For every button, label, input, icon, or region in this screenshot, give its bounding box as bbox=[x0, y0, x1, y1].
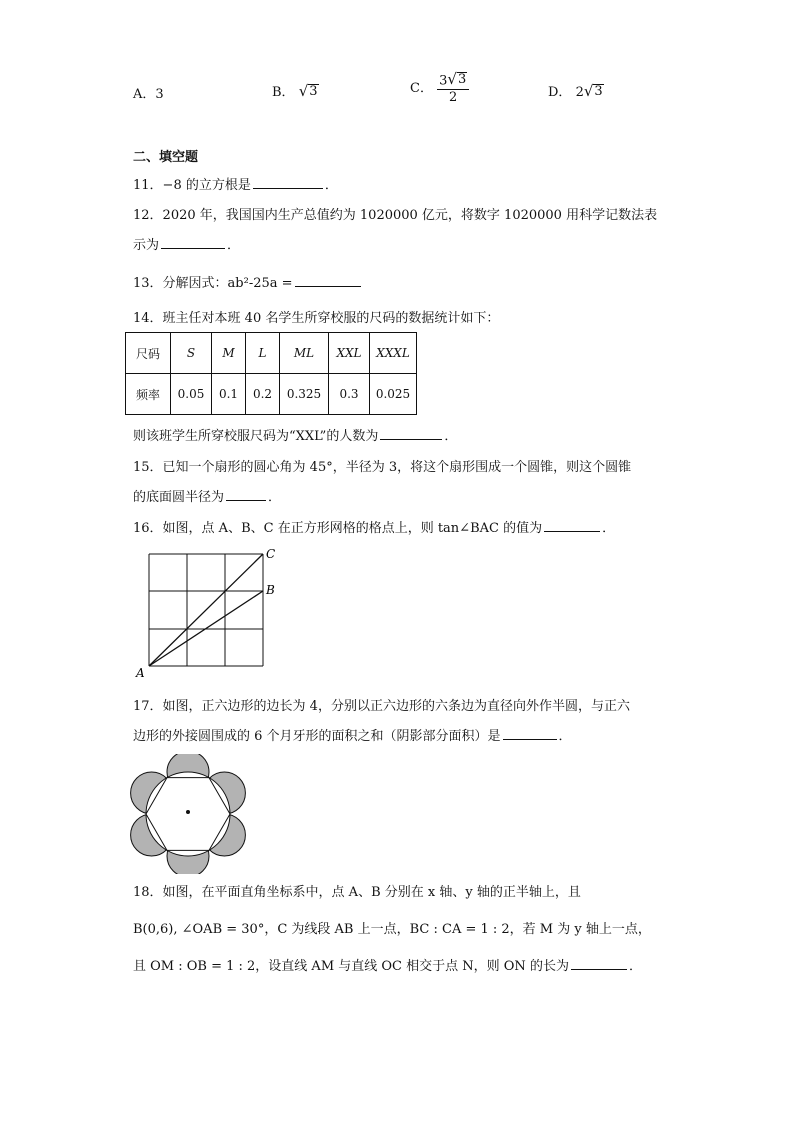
q18-number: 18． bbox=[133, 885, 163, 900]
question-17-cont bbox=[133, 725, 572, 744]
frequency-cell: 0.1 bbox=[212, 374, 246, 415]
q18-end: ． bbox=[628, 959, 642, 974]
q15-line1: 已知一个扇形的圆心角为 45°，半径为 3，将这个扇形围成一个圆锥，则这个圆锥 bbox=[162, 460, 632, 475]
q15-end: ． bbox=[268, 490, 282, 505]
question-16 bbox=[133, 517, 615, 536]
frequency-cell: 0.2 bbox=[246, 374, 280, 415]
q14-answer-blank[interactable] bbox=[380, 427, 442, 440]
choice-d-label: D． bbox=[548, 85, 572, 100]
point-c-label: C bbox=[266, 547, 276, 561]
choice-a-value: 3 bbox=[155, 87, 164, 102]
q12-line2: 示为 bbox=[133, 238, 160, 253]
choice-a-label: A． bbox=[133, 87, 156, 102]
segment-ac bbox=[149, 554, 263, 666]
size-cell: XXXL bbox=[370, 333, 417, 374]
q15-line2: 的底面圆半径为 bbox=[133, 490, 225, 505]
choice-d-sqrt: √ 3 bbox=[583, 82, 603, 100]
choice-c-num-coef: 3 bbox=[439, 73, 448, 89]
q16-end: ． bbox=[602, 521, 616, 536]
q18-answer-blank[interactable] bbox=[571, 957, 627, 970]
choice-b-label: B． bbox=[272, 85, 295, 100]
q18-line1: 如图，在平面直角坐标系中，点 A、B 分别在 x 轴、y 轴的正半轴上，且 bbox=[162, 885, 581, 900]
q11-end: ． bbox=[324, 178, 338, 193]
choice-b-sqrt: √ 3 bbox=[298, 82, 318, 100]
question-18 bbox=[133, 881, 581, 900]
question-15-cont bbox=[133, 486, 281, 505]
size-cell: ML bbox=[280, 333, 329, 374]
q17-line1: 如图，正六边形的边长为 4，分别以正六边形的六条边为直径向外作半圆，与正六 bbox=[162, 699, 630, 714]
q17-answer-blank[interactable] bbox=[503, 727, 557, 740]
q11-text: −8 的立方根是 bbox=[162, 178, 251, 193]
frequency-row-label: 频率 bbox=[126, 374, 171, 415]
q14-after: 则该班学生所穿校服尺码为“XXL”的人数为 bbox=[133, 429, 379, 444]
choice-b bbox=[272, 81, 319, 100]
center-point bbox=[186, 810, 190, 814]
choice-c-num-radicand: 3 bbox=[457, 72, 467, 87]
q17-end: ． bbox=[558, 729, 572, 744]
size-row-label: 尺码 bbox=[126, 333, 171, 374]
frequency-row bbox=[126, 374, 417, 415]
choice-d bbox=[548, 81, 604, 100]
size-cell: L bbox=[246, 333, 280, 374]
point-b-label: B bbox=[266, 583, 275, 597]
question-12-cont bbox=[133, 234, 240, 253]
section-title: 二、填空题 bbox=[133, 150, 199, 165]
frequency-cell: 0.3 bbox=[329, 374, 370, 415]
question-12 bbox=[133, 204, 657, 223]
choice-c-fraction: 3 √ 3 2 bbox=[437, 72, 469, 105]
frequency-cell: 0.025 bbox=[370, 374, 417, 415]
q12-line1: 2020 年，我国国内生产总值约为 1020000 亿元，将数字 1020000 用科学记数法表 bbox=[162, 208, 658, 223]
q18-line3: 且 OM : OB = 1 : 2，设直线 AM 与直线 OC 相交于点 N，则 ON 的长为 bbox=[133, 959, 569, 974]
question-14-cont bbox=[133, 425, 457, 444]
q12-end: ． bbox=[227, 238, 241, 253]
q11-answer-blank[interactable] bbox=[253, 176, 323, 189]
q14-number: 14． bbox=[133, 311, 163, 326]
question-18-cont1 bbox=[133, 918, 651, 937]
q12-number: 12． bbox=[133, 208, 163, 223]
choice-c-label: C． bbox=[410, 81, 433, 97]
question-13 bbox=[133, 272, 363, 291]
size-frequency-table bbox=[125, 332, 417, 415]
choice-d-coef: 2 bbox=[575, 85, 584, 100]
question-17 bbox=[133, 695, 630, 714]
q13-answer-blank[interactable] bbox=[295, 274, 361, 287]
q13-number: 13． bbox=[133, 276, 163, 291]
question-18-cont2 bbox=[133, 955, 642, 974]
q18-line2: B(0,6), ∠OAB = 30°，C 为线段 AB 上一点，BC : CA = 1 : 2，若 M 为 y 轴上一点， bbox=[133, 922, 651, 937]
choice-c bbox=[410, 72, 469, 105]
choice-d-radicand: 3 bbox=[594, 83, 603, 99]
size-row bbox=[126, 333, 417, 374]
q17-number: 17． bbox=[133, 699, 163, 714]
choice-c-den: 2 bbox=[449, 89, 458, 105]
q15-number: 15． bbox=[133, 460, 163, 475]
question-15 bbox=[133, 456, 631, 475]
q14-end: ． bbox=[444, 429, 458, 444]
q14-text: 班主任对本班 40 名学生所穿校服的尺码的数据统计如下： bbox=[162, 311, 500, 326]
frequency-cell: 0.05 bbox=[171, 374, 212, 415]
q11-number: 11． bbox=[133, 178, 163, 193]
frequency-cell: 0.325 bbox=[280, 374, 329, 415]
grid-figure bbox=[130, 544, 290, 684]
choice-b-radicand: 3 bbox=[309, 83, 318, 99]
size-cell: M bbox=[212, 333, 246, 374]
q16-text: 如图，点 A、B、C 在正方形网格的格点上，则 tan∠BAC 的值为 bbox=[162, 521, 543, 536]
hexagon-figure bbox=[128, 754, 248, 874]
question-14 bbox=[133, 307, 499, 326]
size-cell: XXL bbox=[329, 333, 370, 374]
q12-answer-blank[interactable] bbox=[161, 236, 225, 249]
q13-text: 分解因式：ab²-25a = bbox=[162, 276, 293, 291]
choice-a bbox=[133, 83, 164, 102]
q16-number: 16． bbox=[133, 521, 163, 536]
point-a-label: A bbox=[136, 666, 145, 680]
question-11 bbox=[133, 174, 338, 193]
q16-answer-blank[interactable] bbox=[544, 519, 600, 532]
size-cell: S bbox=[171, 333, 212, 374]
q15-answer-blank[interactable] bbox=[226, 488, 266, 501]
q17-line2: 边形的外接圆围成的 6 个月牙形的面积之和（阴影部分面积）是 bbox=[133, 729, 501, 744]
